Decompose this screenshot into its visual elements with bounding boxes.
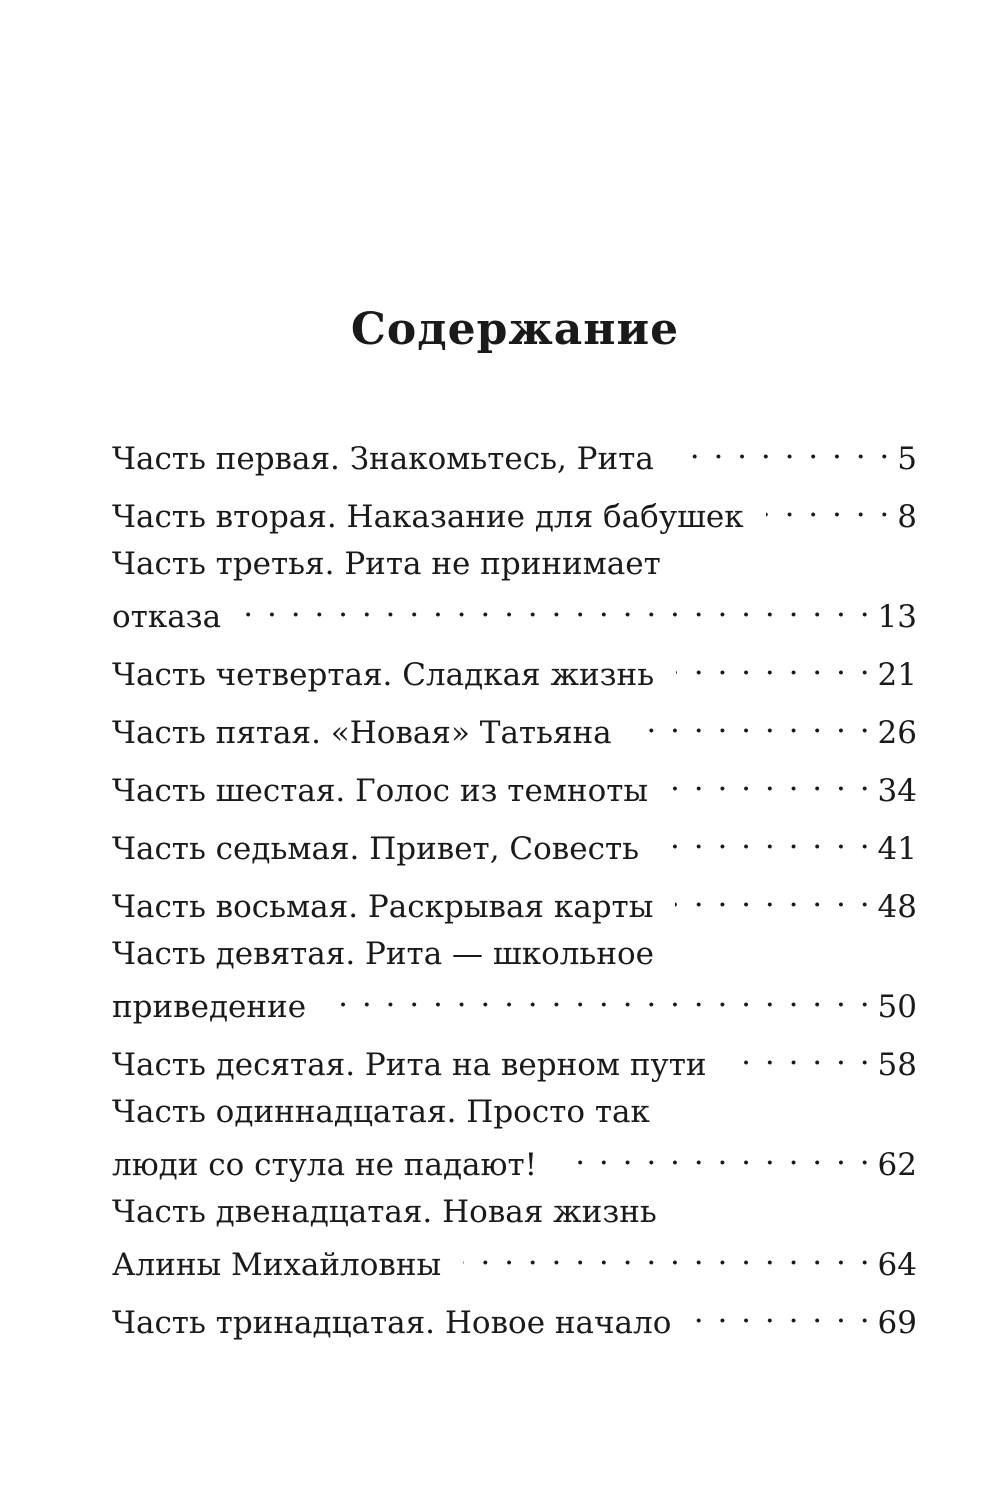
toc-entry-title-line-1: Часть двенадцатая. Новая жизнь xyxy=(112,1194,657,1230)
dot-leader xyxy=(243,585,871,627)
toc-entry-title: Часть шестая. Голос из темноты xyxy=(112,773,649,809)
dot-leader xyxy=(634,701,872,743)
dot-leader xyxy=(729,1033,872,1075)
toc-entry xyxy=(112,1291,917,1341)
toc-page-number: 26 xyxy=(877,715,917,751)
page-title: Содержание xyxy=(350,304,680,355)
table-of-contents xyxy=(112,427,917,1349)
toc-page-number: 13 xyxy=(877,599,917,635)
toc-entry xyxy=(112,817,917,867)
dot-leader xyxy=(559,1133,871,1175)
toc-entry xyxy=(112,1091,917,1183)
toc-entry-title-line-1: Часть одиннадцатая. Просто так xyxy=(112,1094,650,1130)
toc-page-number: 48 xyxy=(877,889,917,925)
toc-entry-title-line-1: Часть третья. Рита не принимает xyxy=(112,546,661,582)
toc-entry xyxy=(112,1191,917,1283)
dot-leader xyxy=(463,1233,871,1275)
dot-leader xyxy=(766,485,892,527)
dot-leader xyxy=(670,759,871,801)
toc-entry xyxy=(112,543,917,635)
toc-entry-title-line-2: отказа xyxy=(112,599,222,635)
toc-entry-title: Часть тринадцатая. Новое начало xyxy=(112,1305,672,1341)
toc-entry-title-line-2: люди со стула не падают! xyxy=(112,1147,538,1183)
toc-entry xyxy=(112,485,917,535)
toc-page-number: 58 xyxy=(877,1047,917,1083)
dot-leader xyxy=(693,1291,871,1333)
toc-entry xyxy=(112,933,917,1025)
toc-entry-title-line-1: Часть девятая. Рита — школьное xyxy=(112,936,654,972)
toc-entry-title: Часть восьмая. Раскрывая карты xyxy=(112,889,654,925)
toc-page-number: 34 xyxy=(877,773,917,809)
toc-page-number: 69 xyxy=(877,1305,917,1341)
toc-entry-title: Часть пятая. «Новая» Татьяна xyxy=(112,715,612,751)
toc-page-number: 5 xyxy=(897,441,917,477)
toc-entry-title: Часть десятая. Рита на верном пути xyxy=(112,1047,707,1083)
toc-page-number: 50 xyxy=(877,989,917,1025)
toc-entry xyxy=(112,701,917,751)
toc-entry-title-line-2: приведение xyxy=(112,989,307,1025)
toc-entry xyxy=(112,1033,917,1083)
toc-entry xyxy=(112,759,917,809)
toc-page-number: 62 xyxy=(877,1147,917,1183)
toc-entry-title-line-2: Алины Михайловны xyxy=(112,1247,442,1283)
toc-entry xyxy=(112,875,917,925)
dot-leader xyxy=(675,875,871,917)
toc-page-number: 41 xyxy=(877,831,917,867)
dot-leader xyxy=(661,817,872,859)
dot-leader xyxy=(676,643,871,685)
toc-page-number: 21 xyxy=(877,657,917,693)
dot-leader xyxy=(676,427,891,469)
toc-entry-title: Часть четвертая. Сладкая жизнь xyxy=(112,657,655,693)
toc-entry xyxy=(112,643,917,693)
toc-entry-title: Часть вторая. Наказание для бабушек xyxy=(112,499,744,535)
toc-page-number: 8 xyxy=(897,499,917,535)
toc-entry-title: Часть первая. Знакомьтесь, Рита xyxy=(112,441,654,477)
toc-page-number: 64 xyxy=(877,1247,917,1283)
toc-entry xyxy=(112,427,917,477)
dot-leader xyxy=(328,975,871,1017)
toc-entry-title: Часть седьмая. Привет, Совесть xyxy=(112,831,639,867)
